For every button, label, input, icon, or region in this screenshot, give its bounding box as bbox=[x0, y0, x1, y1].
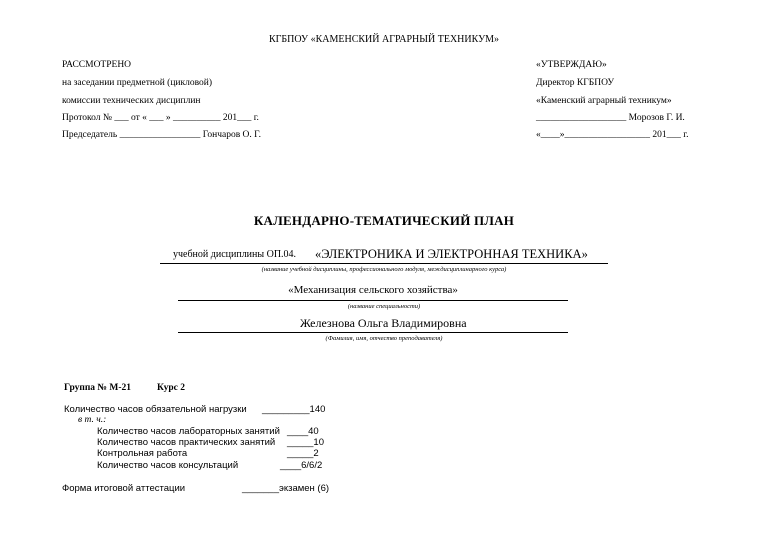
group-label: Группа № М-21 bbox=[64, 383, 131, 393]
control-work-label: Контрольная работа bbox=[97, 448, 188, 459]
control-work-value: _____2 bbox=[287, 448, 319, 459]
specialty-line: «Механизация сельского хозяйства» bbox=[178, 284, 568, 301]
discipline-prefix: учебной дисциплины ОП.04. bbox=[173, 249, 297, 260]
organization-header: КГБПОУ «КАМЕНСКИЙ АГРАРНЫЙ ТЕХНИКУМ» bbox=[268, 34, 500, 45]
teacher-name: Железнова Ольга Владимировна bbox=[300, 316, 467, 330]
approve-date: «____»__________________ 201___ г. bbox=[536, 130, 689, 140]
considered-line-1: на заседании предметной (цикловой) bbox=[62, 78, 213, 88]
approve-line-1: Директор КГБПОУ bbox=[536, 78, 615, 88]
approve-title: «УТВЕРЖДАЮ» bbox=[536, 60, 607, 70]
considered-title: РАССМОТРЕНО bbox=[62, 60, 132, 70]
lab-hours-value: ____40 bbox=[287, 426, 319, 437]
consultation-hours-value: ____6/6/2 bbox=[280, 460, 323, 471]
teacher-line bbox=[178, 316, 568, 333]
discipline-line bbox=[160, 247, 608, 264]
considered-chair: Председатель _________________ Гончаров О. Г. bbox=[62, 130, 261, 140]
total-hours-label: Количество часов обязательной нагрузки bbox=[64, 404, 247, 415]
attestation-label: Форма итоговой аттестации bbox=[62, 483, 186, 494]
course-label: Курс 2 bbox=[157, 383, 186, 393]
discipline-caption: (название учебной дисциплины, профессионального модуля, междисциплинарного курса) bbox=[261, 266, 507, 273]
practical-hours-value: _____10 bbox=[287, 437, 324, 448]
considered-protocol: Протокол № ___ от « ___ » __________ 201___ г. bbox=[62, 113, 259, 123]
approve-signature: ___________________ Морозов Г. И. bbox=[536, 113, 685, 123]
discipline-name: «ЭЛЕКТРОНИКА И ЭЛЕКТРОННАЯ ТЕХНИКА» bbox=[315, 247, 588, 261]
consultation-hours-label: Количество часов консультаций bbox=[97, 460, 239, 471]
plan-title: КАЛЕНДАРНО-ТЕМАТИЧЕСКИЙ ПЛАН bbox=[253, 213, 515, 228]
attestation-value: _______экзамен (6) bbox=[242, 483, 330, 494]
lab-hours-label: Количество часов лабораторных занятий bbox=[97, 426, 280, 437]
teacher-caption: (Фамилия, имя, отчество преподавателя) bbox=[325, 335, 443, 342]
specialty-caption: (название специальности) bbox=[347, 303, 421, 310]
total-hours-value: _________140 bbox=[262, 404, 326, 415]
considered-line-2: комиссии технических дисциплин bbox=[62, 96, 201, 106]
practical-hours-label: Количество часов практических занятий bbox=[97, 437, 276, 448]
approve-line-2: «Каменский аграрный техникум» bbox=[536, 96, 672, 106]
including-label: в т. ч.: bbox=[78, 415, 107, 425]
